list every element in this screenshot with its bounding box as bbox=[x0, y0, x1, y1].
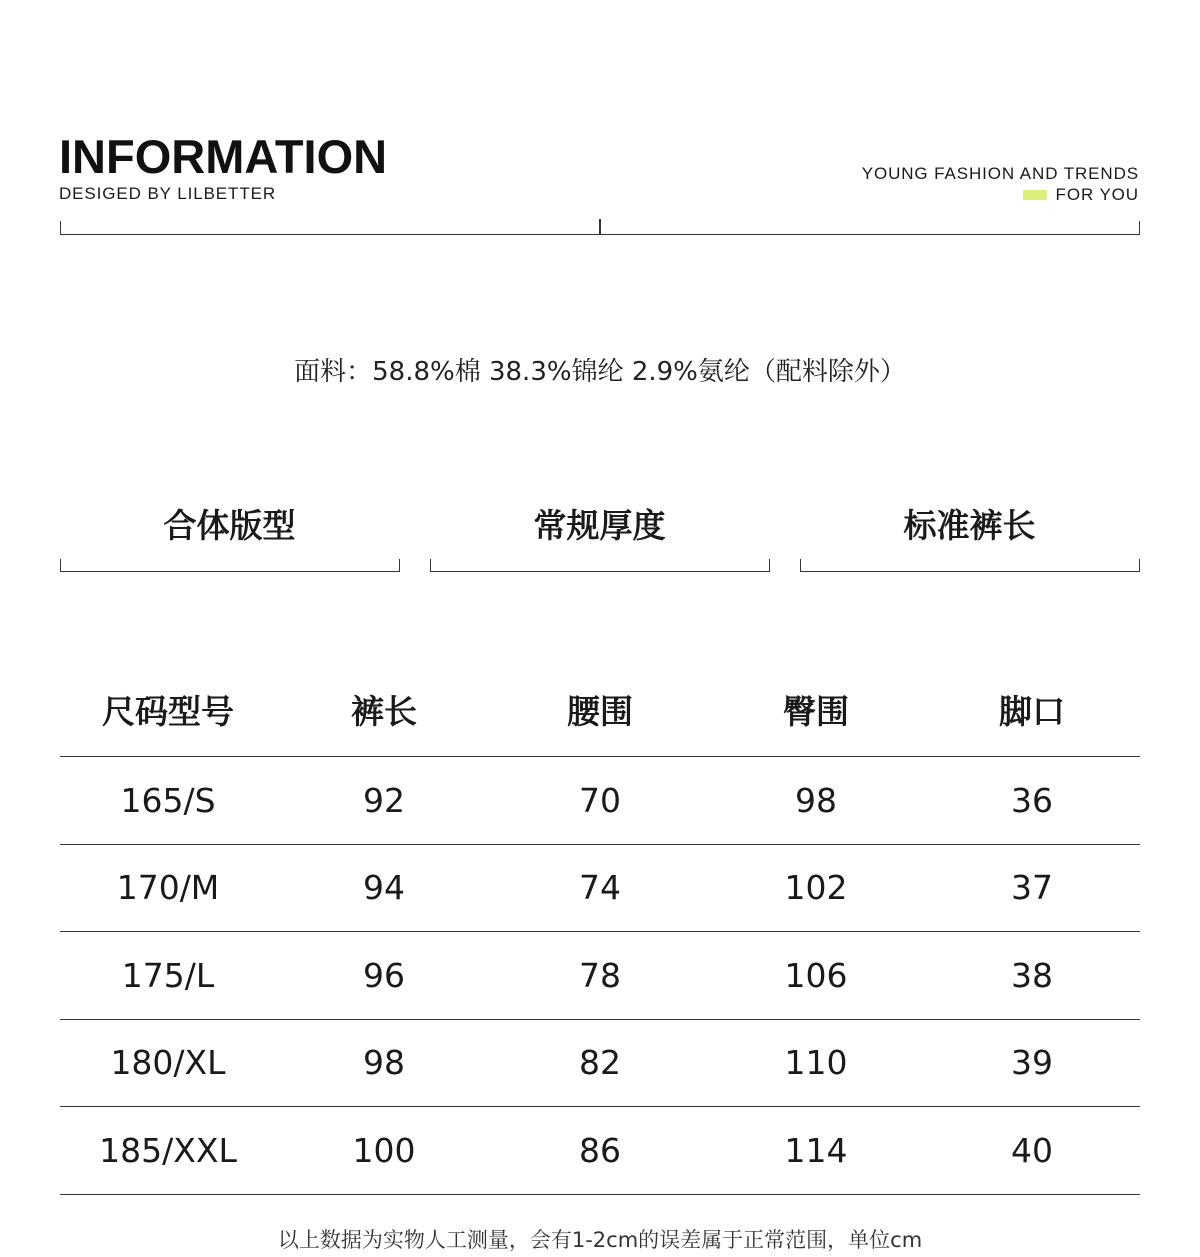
header-size: 尺码型号 bbox=[60, 662, 276, 757]
tagline-line-2-row bbox=[862, 184, 1139, 205]
cell-size: 180/XL bbox=[60, 1019, 276, 1107]
cell-hip: 106 bbox=[708, 932, 924, 1020]
tagline bbox=[862, 163, 1139, 205]
cell-hip: 98 bbox=[708, 757, 924, 845]
cell-pants-length: 100 bbox=[276, 1107, 492, 1195]
cell-size: 165/S bbox=[60, 757, 276, 845]
feature-length: 标准裤长 bbox=[903, 506, 1036, 545]
accent-bar bbox=[1023, 190, 1047, 200]
cell-hem: 39 bbox=[924, 1019, 1140, 1107]
feature-length-underline bbox=[800, 559, 1140, 572]
feature-fit-underline bbox=[60, 559, 400, 572]
cell-hip: 114 bbox=[708, 1107, 924, 1195]
tagline-line-2: FOR YOU bbox=[1055, 185, 1139, 204]
cell-hip: 110 bbox=[708, 1019, 924, 1107]
cell-pants-length: 96 bbox=[276, 932, 492, 1020]
cell-hem: 37 bbox=[924, 844, 1140, 932]
cell-hip: 102 bbox=[708, 844, 924, 932]
header-hem: 脚口 bbox=[924, 662, 1140, 757]
cell-size: 175/L bbox=[60, 932, 276, 1020]
cell-hem: 40 bbox=[924, 1107, 1140, 1195]
table-row bbox=[60, 932, 1140, 1020]
table-row bbox=[60, 844, 1140, 932]
feature-fit: 合体版型 bbox=[163, 506, 296, 545]
cell-hem: 36 bbox=[924, 757, 1140, 845]
header-hip: 臀围 bbox=[708, 662, 924, 757]
cell-pants-length: 92 bbox=[276, 757, 492, 845]
cell-waist: 70 bbox=[492, 757, 708, 845]
table-row bbox=[60, 1019, 1140, 1107]
measurement-footnote: 以上数据为实物人工测量，会有1-2cm的误差属于正常范围，单位cm bbox=[277, 1228, 923, 1252]
page-title: INFORMATION bbox=[59, 130, 388, 183]
header-divider-center-tick bbox=[599, 219, 601, 235]
cell-waist: 74 bbox=[492, 844, 708, 932]
cell-waist: 82 bbox=[492, 1019, 708, 1107]
cell-hem: 38 bbox=[924, 932, 1140, 1020]
tagline-line-1: YOUNG FASHION AND TRENDS bbox=[861, 164, 1139, 183]
cell-size: 185/XXL bbox=[60, 1107, 276, 1195]
table-row bbox=[60, 1107, 1140, 1195]
size-table bbox=[60, 662, 1140, 1195]
header-pants-length: 裤长 bbox=[276, 662, 492, 757]
cell-size: 170/M bbox=[60, 844, 276, 932]
feature-thickness: 常规厚度 bbox=[533, 506, 666, 545]
cell-pants-length: 98 bbox=[276, 1019, 492, 1107]
size-table-header-row bbox=[60, 662, 1140, 757]
cell-pants-length: 94 bbox=[276, 844, 492, 932]
fabric-composition: 面料：58.8%棉 38.3%锦纶 2.9%氨纶（配料除外） bbox=[294, 357, 906, 387]
designer-subtitle: DESIGED BY LILBETTER bbox=[59, 184, 277, 203]
feature-thickness-underline bbox=[430, 559, 770, 572]
table-row bbox=[60, 757, 1140, 845]
header-waist: 腰围 bbox=[492, 662, 708, 757]
cell-waist: 78 bbox=[492, 932, 708, 1020]
cell-waist: 86 bbox=[492, 1107, 708, 1195]
